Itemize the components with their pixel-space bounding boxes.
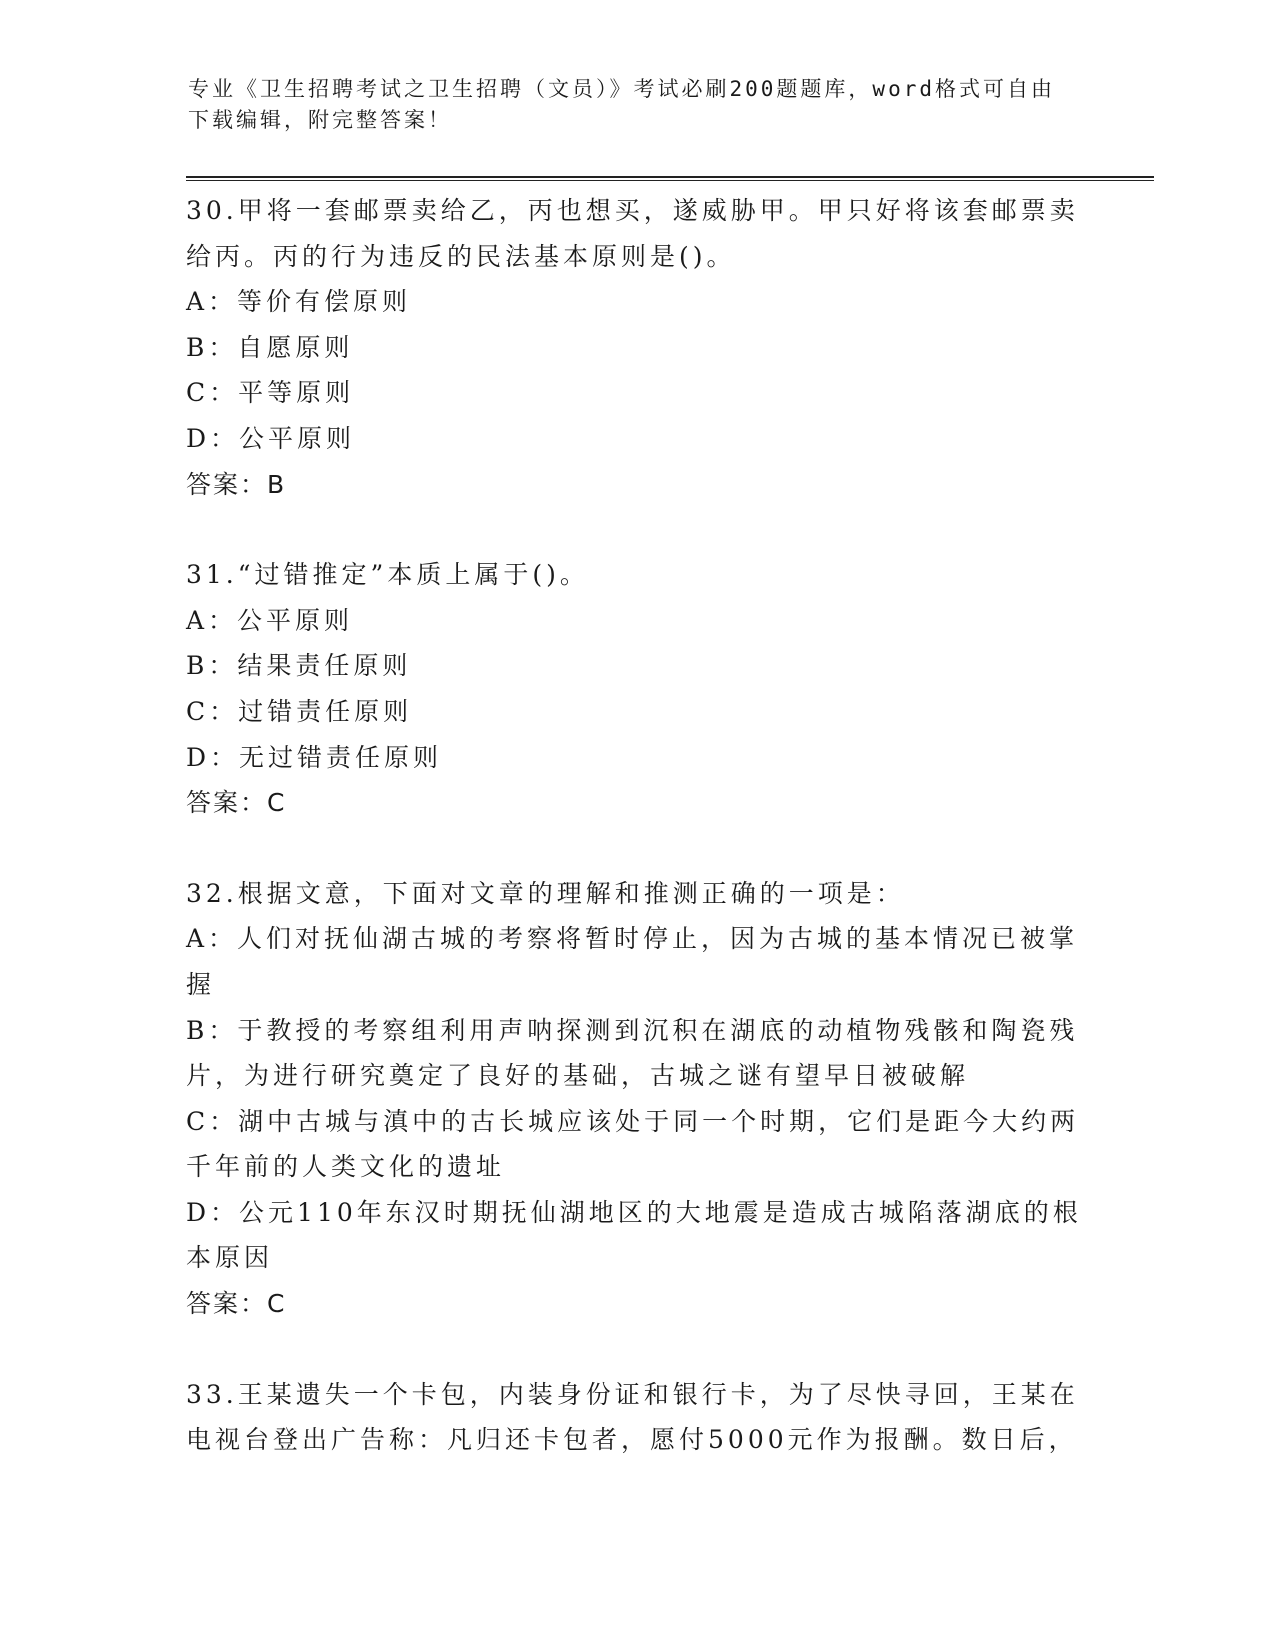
option-c: C：湖中古城与滇中的古长城应该处于同一个时期，它们是距今大约两千年前的人类文化的遗址 bbox=[186, 1106, 1080, 1182]
answer-line: 答案：C bbox=[186, 1289, 287, 1319]
question-33 bbox=[186, 1372, 1086, 1463]
document-header: 专业《卫生招聘考试之卫生招聘（文员）》考试必刷200题题库，word格式可自由下载编辑，附完整答案！ bbox=[188, 77, 1055, 132]
option-d: D：公元110年东汉时期抚仙湖地区的大地震是造成古城陷落湖底的根本原因 bbox=[186, 1197, 1082, 1273]
option-b: B：自愿原则 bbox=[186, 332, 354, 362]
option-list bbox=[186, 279, 1086, 461]
question-list bbox=[186, 188, 1086, 1508]
question-stem: 31.“过错推定”本质上属于()。 bbox=[186, 560, 589, 590]
option-d: D：无过错责任原则 bbox=[186, 742, 443, 772]
header-divider bbox=[186, 176, 1154, 181]
answer-line: 答案：C bbox=[186, 788, 287, 818]
question-31 bbox=[186, 552, 1086, 826]
option-a: A：公平原则 bbox=[186, 605, 354, 635]
answer-line: 答案：B bbox=[186, 469, 287, 499]
option-list bbox=[186, 598, 1086, 780]
option-list bbox=[186, 916, 1086, 1281]
question-32 bbox=[186, 871, 1086, 1327]
option-a: A：人们对抚仙湖古城的考察将暂时停止，因为古城的基本情况已被掌握 bbox=[186, 924, 1079, 999]
option-d: D：公平原则 bbox=[186, 423, 356, 453]
question-30 bbox=[186, 188, 1086, 507]
option-a: A：等价有偿原则 bbox=[186, 287, 412, 317]
option-c: C：平等原则 bbox=[186, 378, 355, 408]
question-stem: 30.甲将一套邮票卖给乙，丙也想买，遂威胁甲。甲只好将该套邮票卖给丙。丙的行为违反的民法基本原则是()。 bbox=[186, 196, 1079, 271]
option-c: C：过错责任原则 bbox=[186, 696, 413, 726]
option-b: B：于教授的考察组利用声呐探测到沉积在湖底的动植物残骸和陶瓷残片，为进行研究奠定了良好的基础，古城之谜有望早日被破解 bbox=[186, 1015, 1079, 1091]
question-stem: 32.根据文意，下面对文章的理解和推测正确的一项是： bbox=[186, 878, 905, 908]
option-b: B：结果责任原则 bbox=[186, 651, 412, 681]
question-stem: 33.王某遗失一个卡包，内装身份证和银行卡，为了尽快寻回，王某在电视台登出广告称：凡归还卡包者，愿付5000元作为报酬。数日后， bbox=[186, 1379, 1079, 1455]
